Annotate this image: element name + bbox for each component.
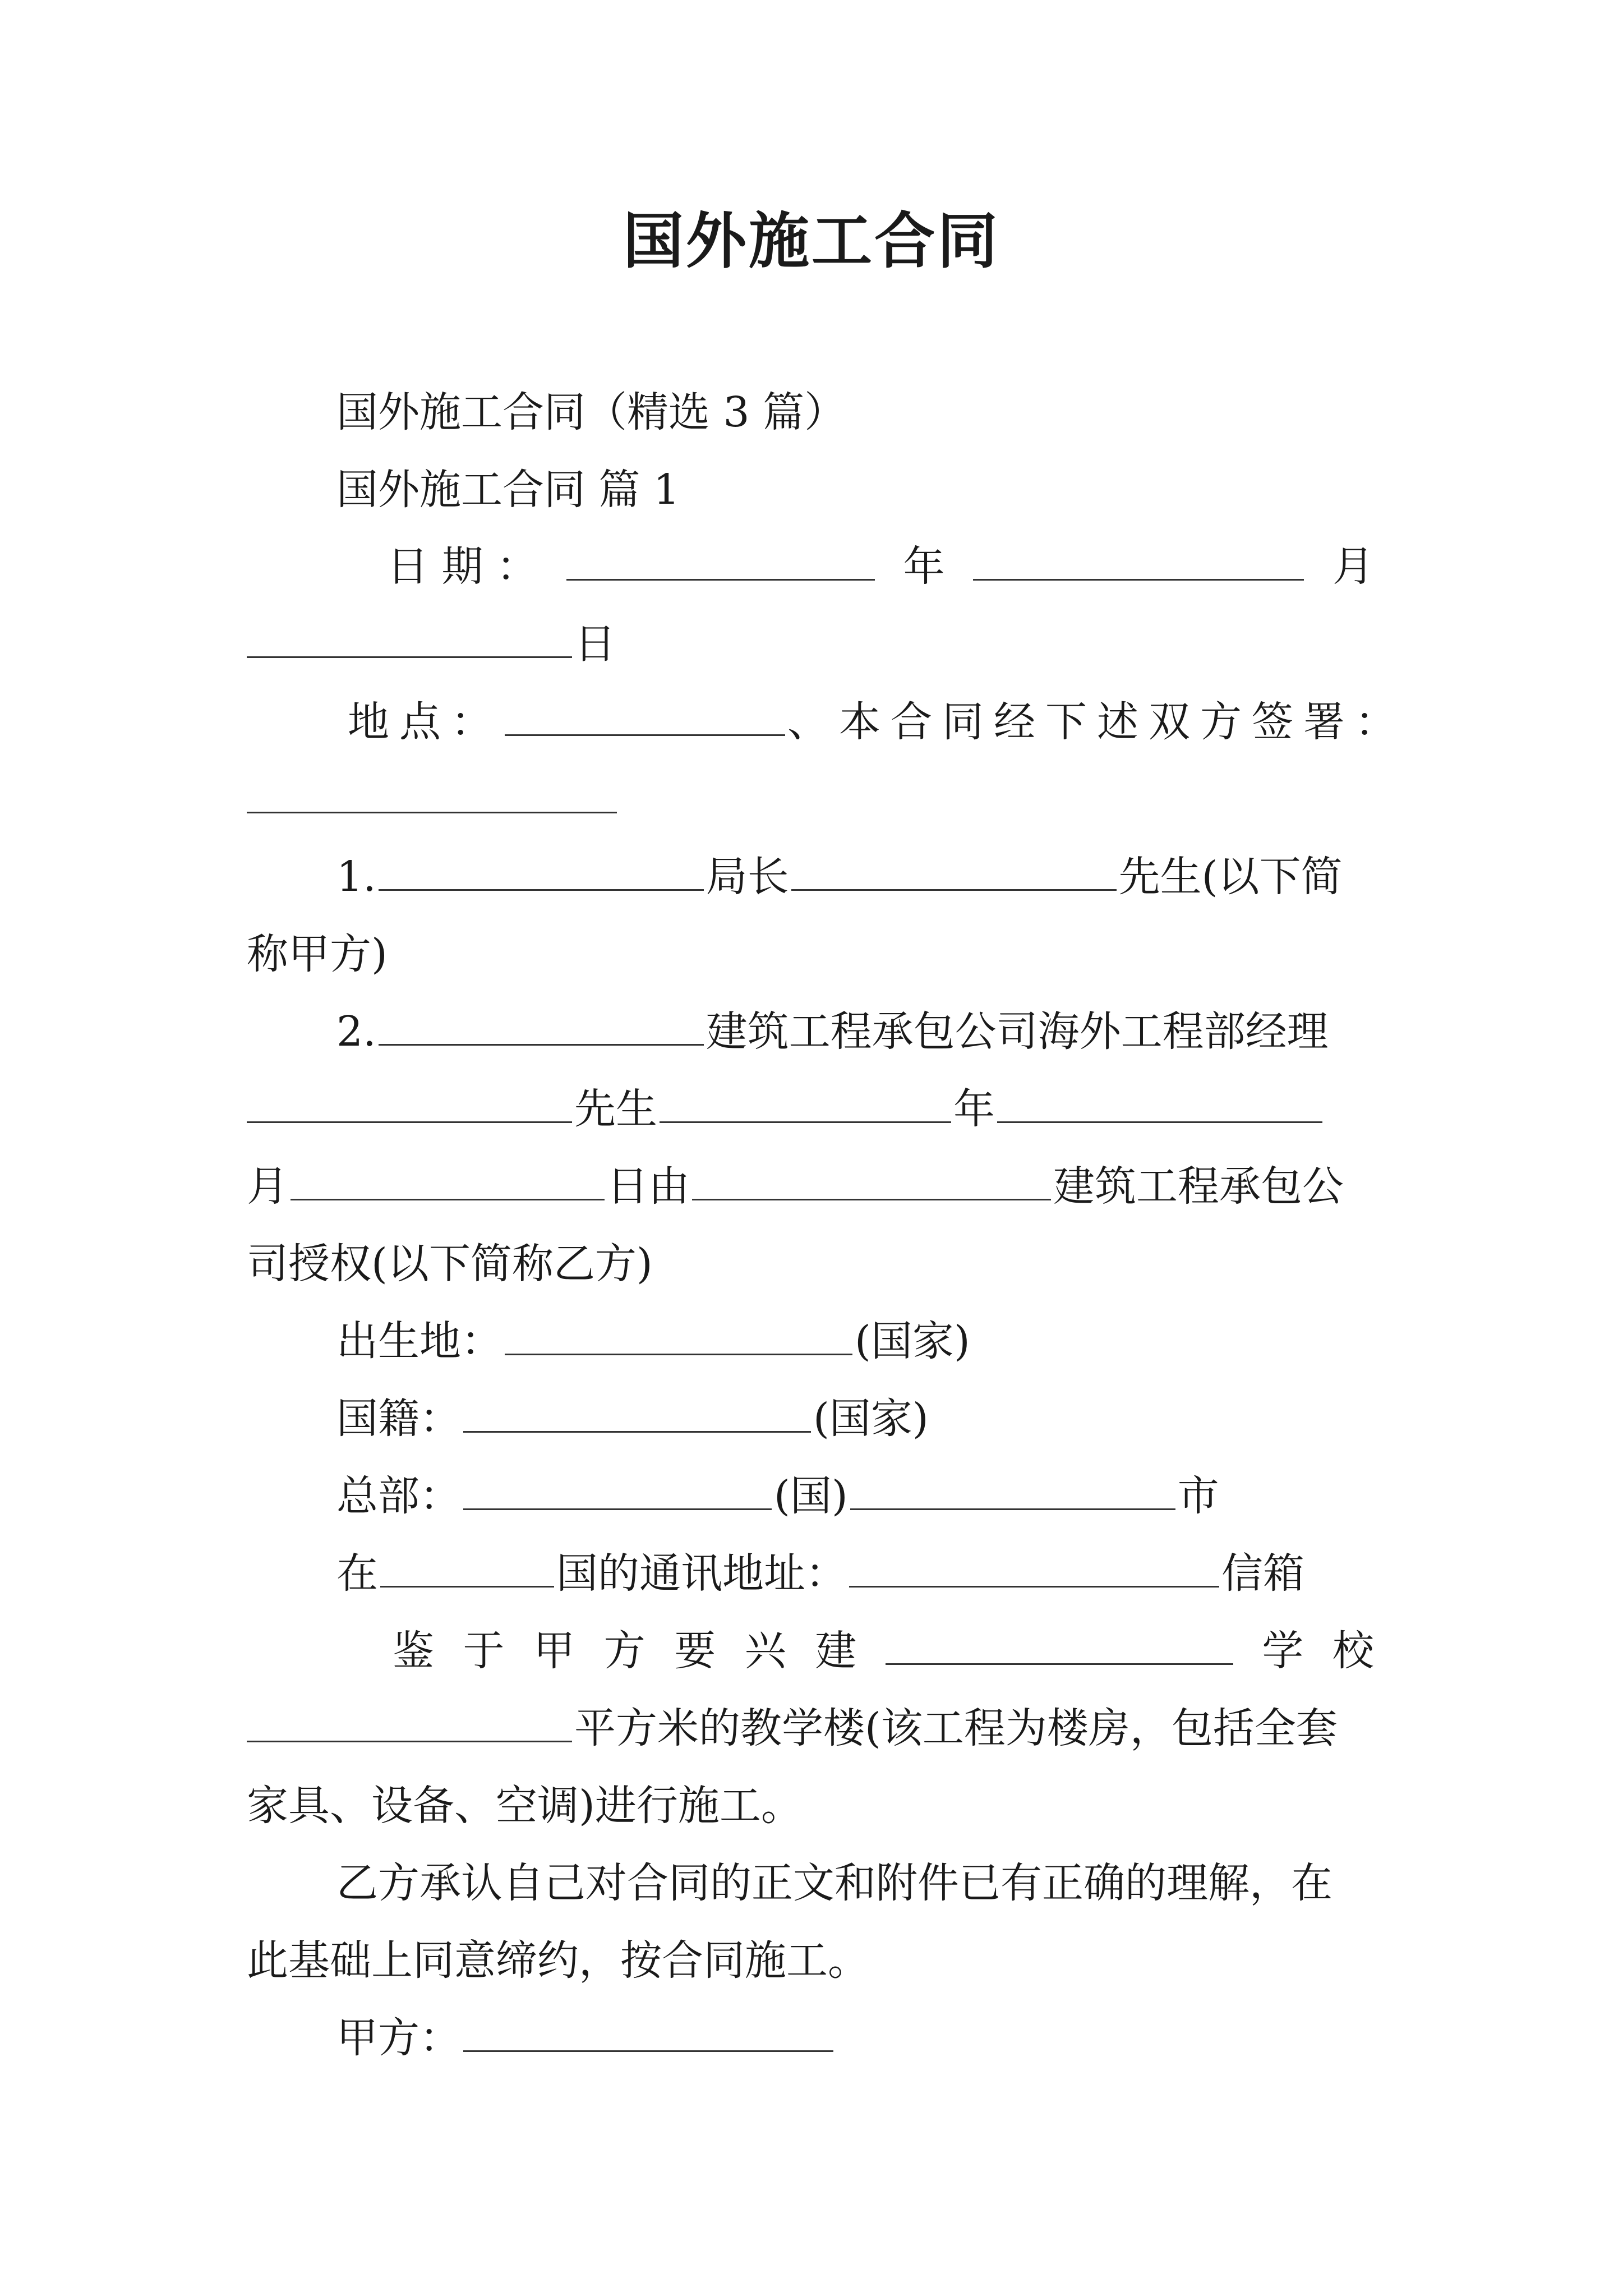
- address-middle: 国的通讯地址：: [556, 1549, 847, 1598]
- date-label: 日 期 ：: [387, 542, 538, 591]
- acknowledge-line2: 此基础上同意缔约，按合同施工。: [247, 1936, 869, 1985]
- signatory-blank-line: [247, 769, 619, 830]
- address-blank[interactable]: [849, 1545, 1219, 1588]
- party2-year: 年: [953, 1085, 995, 1133]
- hq-city-blank[interactable]: [850, 1468, 1175, 1510]
- area-blank[interactable]: [247, 1700, 572, 1742]
- recital-word: 方: [603, 1627, 645, 1675]
- recital-word: 兴: [744, 1627, 786, 1675]
- address-country-blank[interactable]: [380, 1545, 554, 1588]
- recital-line1: [393, 1620, 1374, 1682]
- party1-role: 局长: [706, 853, 789, 901]
- party-a-sign-line: [336, 2007, 836, 2069]
- acknowledge-line1: 乙方承认自己对合同的正文和附件已有正确的理解，在: [336, 1859, 1332, 1907]
- place-blank[interactable]: [505, 694, 785, 736]
- hq-city: 市: [1177, 1472, 1219, 1520]
- recital-line2: [247, 1697, 1338, 1759]
- manager-name-blank[interactable]: [247, 1081, 572, 1123]
- party2-month-blank[interactable]: [997, 1081, 1322, 1123]
- party2-prefix: 2.: [336, 1007, 376, 1056]
- recital-line2-text: 平方米的教学楼(该工程为楼房，包括全套: [574, 1704, 1338, 1752]
- party2-cont: 司授权(以下简称乙方): [247, 1240, 653, 1288]
- recital-school2: 校: [1332, 1627, 1374, 1675]
- document-title: 国外施工合同: [623, 206, 1000, 277]
- party1-name-blank[interactable]: [791, 849, 1117, 891]
- party2-mister: 先生: [574, 1085, 657, 1133]
- nationality-line: [336, 1388, 929, 1450]
- party1-title: 先生(以下简: [1118, 853, 1343, 901]
- address-label: 在: [336, 1549, 378, 1598]
- hq-country-blank[interactable]: [463, 1468, 772, 1510]
- hq-label: 总部：: [336, 1472, 461, 1520]
- recital-line3: 家具、设备、空调)进行施工。: [247, 1782, 803, 1830]
- recital-school: 学: [1262, 1627, 1304, 1675]
- intro-line: 国外施工合同（精选 3 篇）: [336, 388, 846, 436]
- hq-country: (国): [774, 1472, 848, 1520]
- party2-line2: [247, 1078, 1325, 1140]
- day-blank[interactable]: [247, 616, 572, 658]
- party1-line: [336, 846, 1342, 908]
- place-line: [348, 691, 1407, 753]
- party1-cont: 称甲方): [247, 930, 388, 978]
- school-name-blank[interactable]: [886, 1623, 1233, 1665]
- recital-word: 于: [463, 1627, 505, 1675]
- date-line: [387, 536, 1374, 597]
- month-label: 月: [1332, 542, 1374, 591]
- party2-day-by: 日由: [607, 1162, 690, 1211]
- section-heading: 国外施工合同 篇 1: [336, 466, 680, 514]
- month-blank[interactable]: [973, 539, 1304, 581]
- hq-line: [336, 1465, 1219, 1527]
- place-text: 、本合同经下述双方签署：: [787, 698, 1407, 746]
- party2-line: [336, 1001, 1329, 1062]
- recital-word: 要: [674, 1627, 716, 1675]
- party-a-sign-blank[interactable]: [463, 2010, 833, 2052]
- party2-day-blank[interactable]: [291, 1158, 605, 1200]
- year-label: 年: [903, 542, 945, 591]
- nationality-label: 国籍：: [336, 1395, 461, 1443]
- party2-company-blank[interactable]: [692, 1158, 1051, 1200]
- birthplace-line: [336, 1310, 970, 1372]
- recital-word: 甲: [533, 1627, 575, 1675]
- address-line: [336, 1543, 1304, 1604]
- birthplace-suffix: (国家): [855, 1317, 970, 1365]
- address-suffix: 信箱: [1221, 1549, 1304, 1598]
- party2-blank[interactable]: [379, 1004, 704, 1046]
- place-label: 地点：: [348, 698, 502, 746]
- nationality-blank[interactable]: [463, 1391, 811, 1433]
- birthplace-blank[interactable]: [505, 1313, 852, 1355]
- birthplace-label: 出生地：: [336, 1317, 502, 1365]
- party2-company: 建筑工程承包公司海外工程部经理: [706, 1007, 1329, 1056]
- party-a-label: 甲方：: [336, 2014, 461, 2062]
- recital-word: 建: [815, 1627, 857, 1675]
- party2-year-blank[interactable]: [660, 1081, 951, 1123]
- signatory-blank[interactable]: [247, 771, 617, 813]
- party1-prefix: 1.: [336, 853, 376, 901]
- party2-company2: 建筑工程承包公: [1053, 1162, 1344, 1211]
- day-line: [247, 613, 616, 675]
- party2-month: 月: [247, 1162, 288, 1211]
- day-label: 日: [574, 620, 616, 668]
- year-blank[interactable]: [566, 539, 875, 581]
- party2-line3: [247, 1156, 1344, 1217]
- recital-word: 鉴: [393, 1627, 434, 1675]
- nationality-suffix: (国家): [813, 1395, 929, 1443]
- party1-org-blank[interactable]: [379, 849, 704, 891]
